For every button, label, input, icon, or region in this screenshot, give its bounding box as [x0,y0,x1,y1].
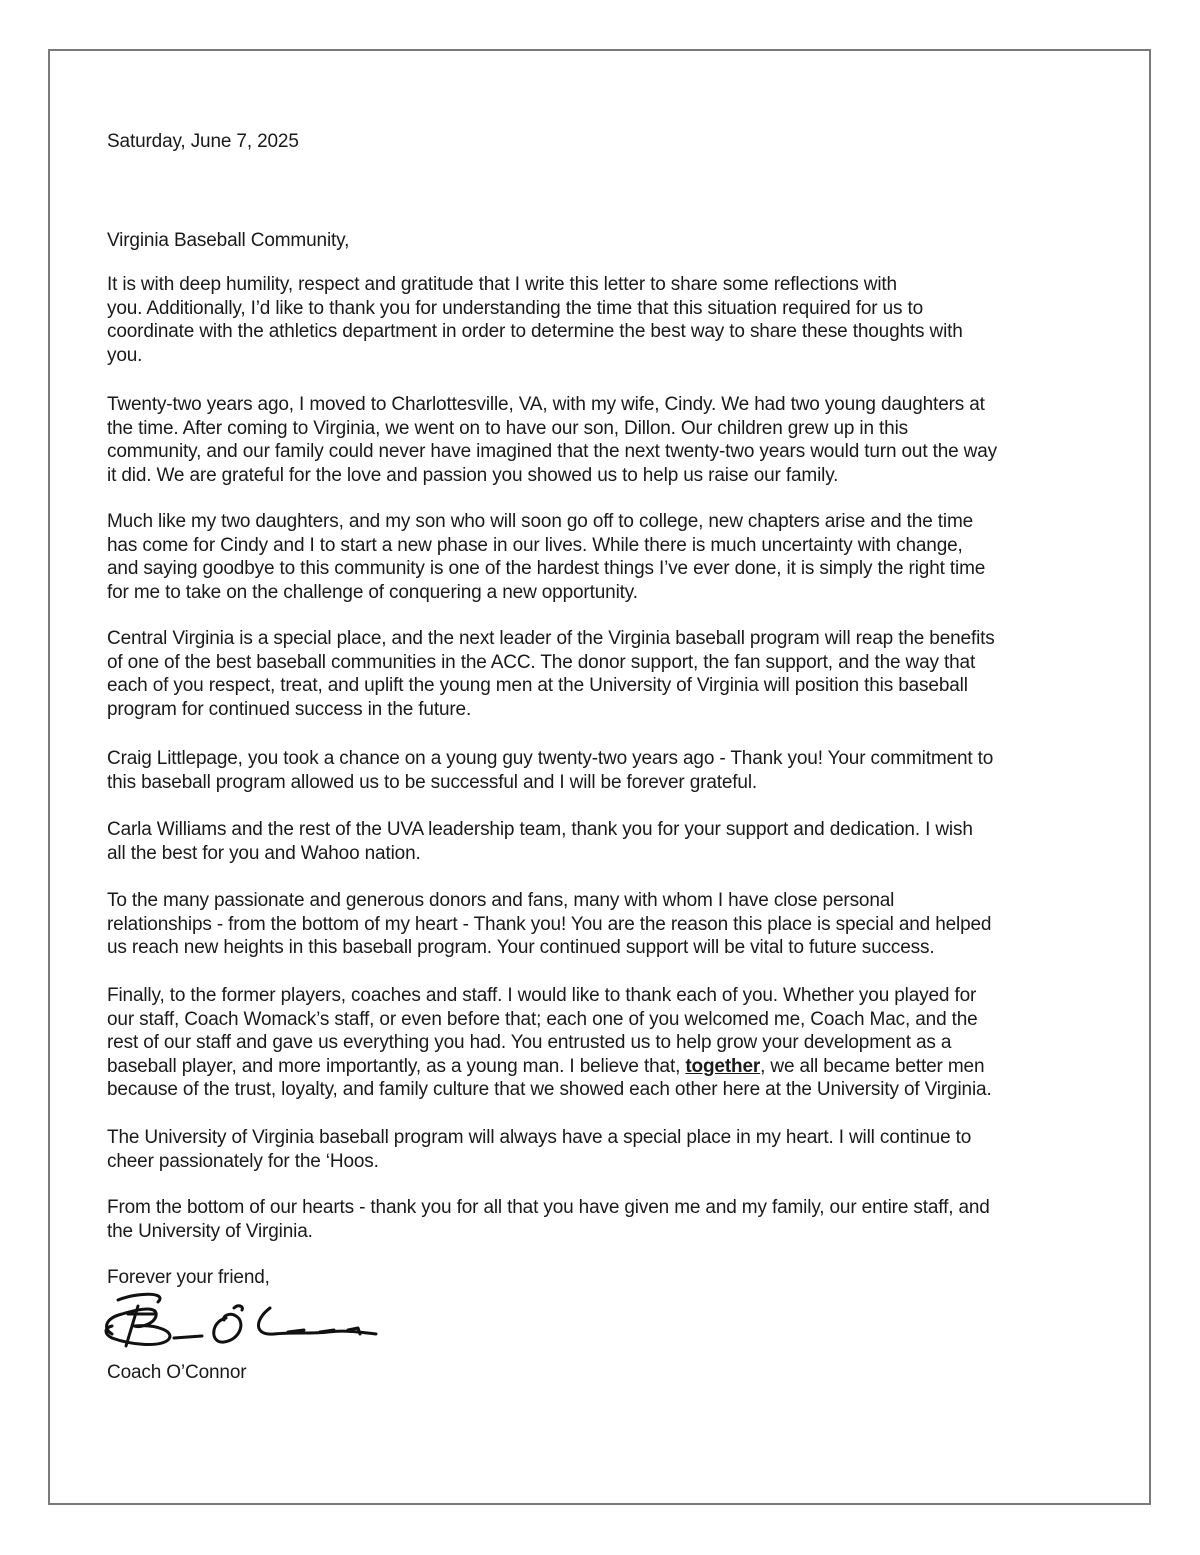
letter-closing: Forever your friend, [107,1267,270,1288]
paragraph-donors [107,889,991,960]
text-line: you. Additionally, I’d like to thank you for understanding the time that this situation required for us to [107,297,924,319]
text-line: us reach new heights in this baseball program. Your continued support will be vital to future success. [107,937,935,958]
text-line: relationships - from the bottom of my heart - Thank you! You are the reason this place is special and helped [107,913,992,935]
text-line: To the many passionate and generous donors and fans, many with whom I have close personal [107,890,895,911]
text-fragment: baseball player, and more importantly, as a young man. I believe that, [107,1055,686,1077]
text-line: has come for Cindy and I to start a new phase in our lives. While there is much uncertainty with change, [107,534,963,556]
text-line: this baseball program allowed us to be successful and I will be forever grateful. [107,771,758,793]
text-line: rest of our staff and gave us everything you had. You entrusted us to help grow your development as a [107,1032,952,1053]
paragraph-family [107,393,997,487]
signer-name: Coach O’Connor [107,1362,247,1383]
text-line: cheer passionately for the ‘Hoos. [107,1150,379,1172]
paragraph-central-virginia [107,627,995,721]
handwritten-signature-icon [98,1288,388,1350]
text-line: program for continued success in the future. [107,698,472,720]
text-line: From the bottom of our hearts - thank you for all that you have given me and my family, our entire staff, and [107,1197,990,1218]
text-line: community, and our family could never have imagined that the next twenty-two years would turn out the way [107,441,998,462]
paragraph-intro [107,273,963,367]
text-line: coordinate with the athletics department in order to determine the best way to share these thoughts with [107,321,963,342]
paragraph-williams [107,818,973,865]
text-line: Central Virginia is a special place, and the next leader of the Virginia baseball program will reap the benefits [107,628,995,649]
paragraph-new-chapter [107,510,985,604]
text-line: and saying goodbye to this community is one of the hardest things I’ve ever done, it is simply the right time [107,558,986,579]
paragraph-players [107,984,992,1102]
text-line: Much like my two daughters, and my son who will soon go off to college, new chapters arise and the time [107,511,974,532]
text-line: all the best for you and Wahoo nation. [107,842,421,864]
text-line: of one of the best baseball communities in the ACC. The donor support, the fan support, and the way that [107,651,976,673]
text-fragment: , we all became better men [760,1055,985,1077]
text-line: It is with deep humility, respect and gratitude that I write this letter to share some reflections with [107,274,897,295]
text-line: the University of Virginia. [107,1220,313,1242]
text-line: the time. After coming to Virginia, we went on to have our son, Dillon. Our children grew up in this [107,417,909,439]
paragraph-hoos [107,1126,971,1173]
text-line: for me to take on the challenge of conquering a new opportunity. [107,581,638,603]
text-line: Craig Littlepage, you took a chance on a young guy twenty-two years ago - Thank you! Your commitment to [107,748,994,769]
text-line: our staff, Coach Womack’s staff, or even before that; each one of you welcomed me, Coach Mac, and the [107,1008,978,1030]
paragraph-littlepage [107,747,993,794]
text-line-emphasis [107,1055,992,1079]
text-line: you. [107,344,143,366]
emphasized-word: together [685,1055,761,1077]
paragraph-final-thanks [107,1196,990,1243]
letter-date: Saturday, June 7, 2025 [107,131,299,152]
text-line: because of the trust, loyalty, and family culture that we showed each other here at the University of Virginia. [107,1079,992,1100]
text-line: each of you respect, treat, and uplift the young men at the University of Virginia will position this baseball [107,675,968,696]
text-line: Twenty-two years ago, I moved to Charlottesville, VA, with my wife, Cindy. We had two young daughters at [107,394,985,415]
text-line: it did. We are grateful for the love and passion you showed us to help us raise our family. [107,464,839,486]
text-line: The University of Virginia baseball program will always have a special place in my heart. I will continue to [107,1127,972,1148]
letter-salutation: Virginia Baseball Community, [107,230,350,251]
text-line: Carla Williams and the rest of the UVA leadership team, thank you for your support and dedication. I wish [107,819,973,840]
text-line: Finally, to the former players, coaches and staff. I would like to thank each of you. Whether you played for [107,985,977,1006]
